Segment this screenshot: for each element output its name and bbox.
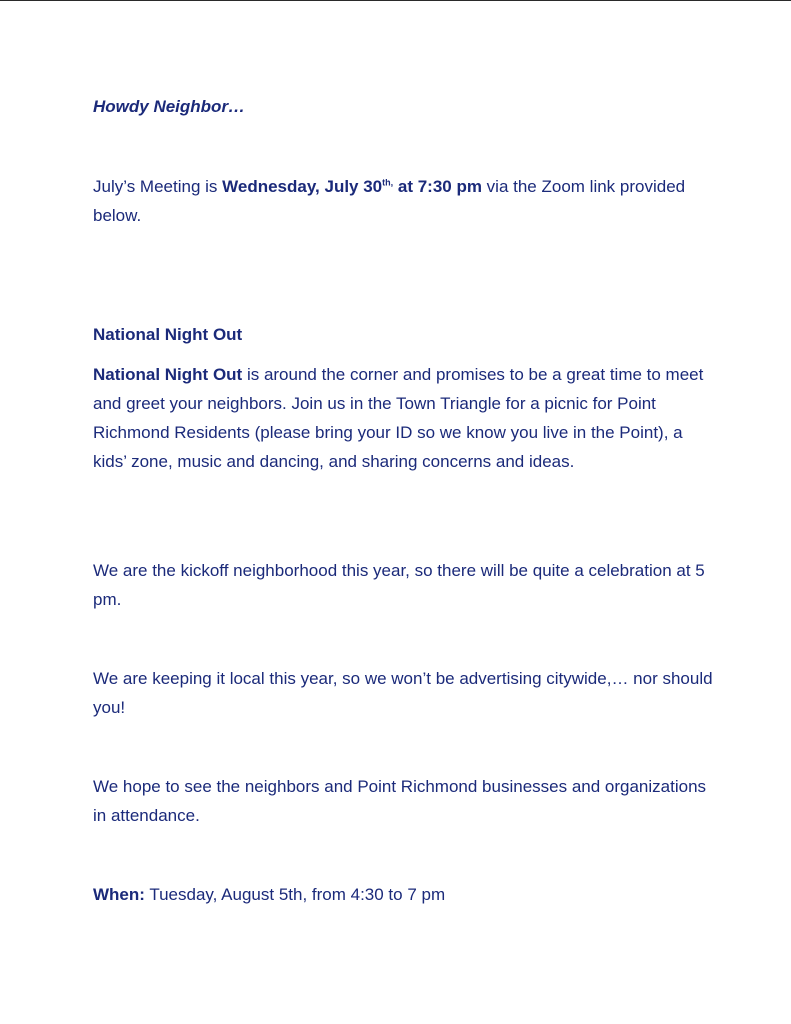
nno-intro-paragraph (93, 360, 713, 476)
kickoff-text: We are the kickoff neighborhood this year, so there will be quite a celebration at 5 pm. (93, 561, 705, 609)
meeting-date: Wednesday, July 30 (222, 177, 383, 196)
when-paragraph (93, 880, 713, 909)
hope-text: We hope to see the neighbors and Point Richmond businesses and organizations in attendance. (93, 777, 707, 825)
nno-intro-bold: National Night Out (93, 365, 243, 384)
local-paragraph (93, 664, 713, 722)
greeting-text: Howdy Neighbor… (93, 97, 246, 116)
when-label: When: (93, 885, 145, 904)
meeting-suffix: via the Zoom link provided below. (93, 177, 686, 225)
kickoff-paragraph (93, 556, 713, 614)
meeting-date-suffix: th, (382, 177, 394, 188)
nno-intro-rest: is around the corner and promises to be a great time to meet and greet your neighbors. Join us in the Town Triangle for a picnic for Point Richmond Residents (please bring your ID so we know you live in the Point), a kids’ zone, music and dancing, and sharing concerns and ideas. (93, 365, 704, 471)
nno-heading (93, 320, 713, 349)
when-value: Tuesday, August 5th, from 4:30 to 7 pm (144, 885, 446, 904)
hope-paragraph (93, 772, 713, 830)
greeting (93, 92, 713, 121)
page-top-border (0, 0, 791, 1)
local-text: We are keeping it local this year, so we won’t be advertising citywide,… nor should you! (93, 669, 713, 717)
nno-heading-text: National Night Out (93, 325, 243, 344)
meeting-time: at 7:30 pm (393, 177, 482, 196)
meeting-paragraph (93, 172, 713, 230)
meeting-prefix: July’s Meeting is (93, 177, 223, 196)
